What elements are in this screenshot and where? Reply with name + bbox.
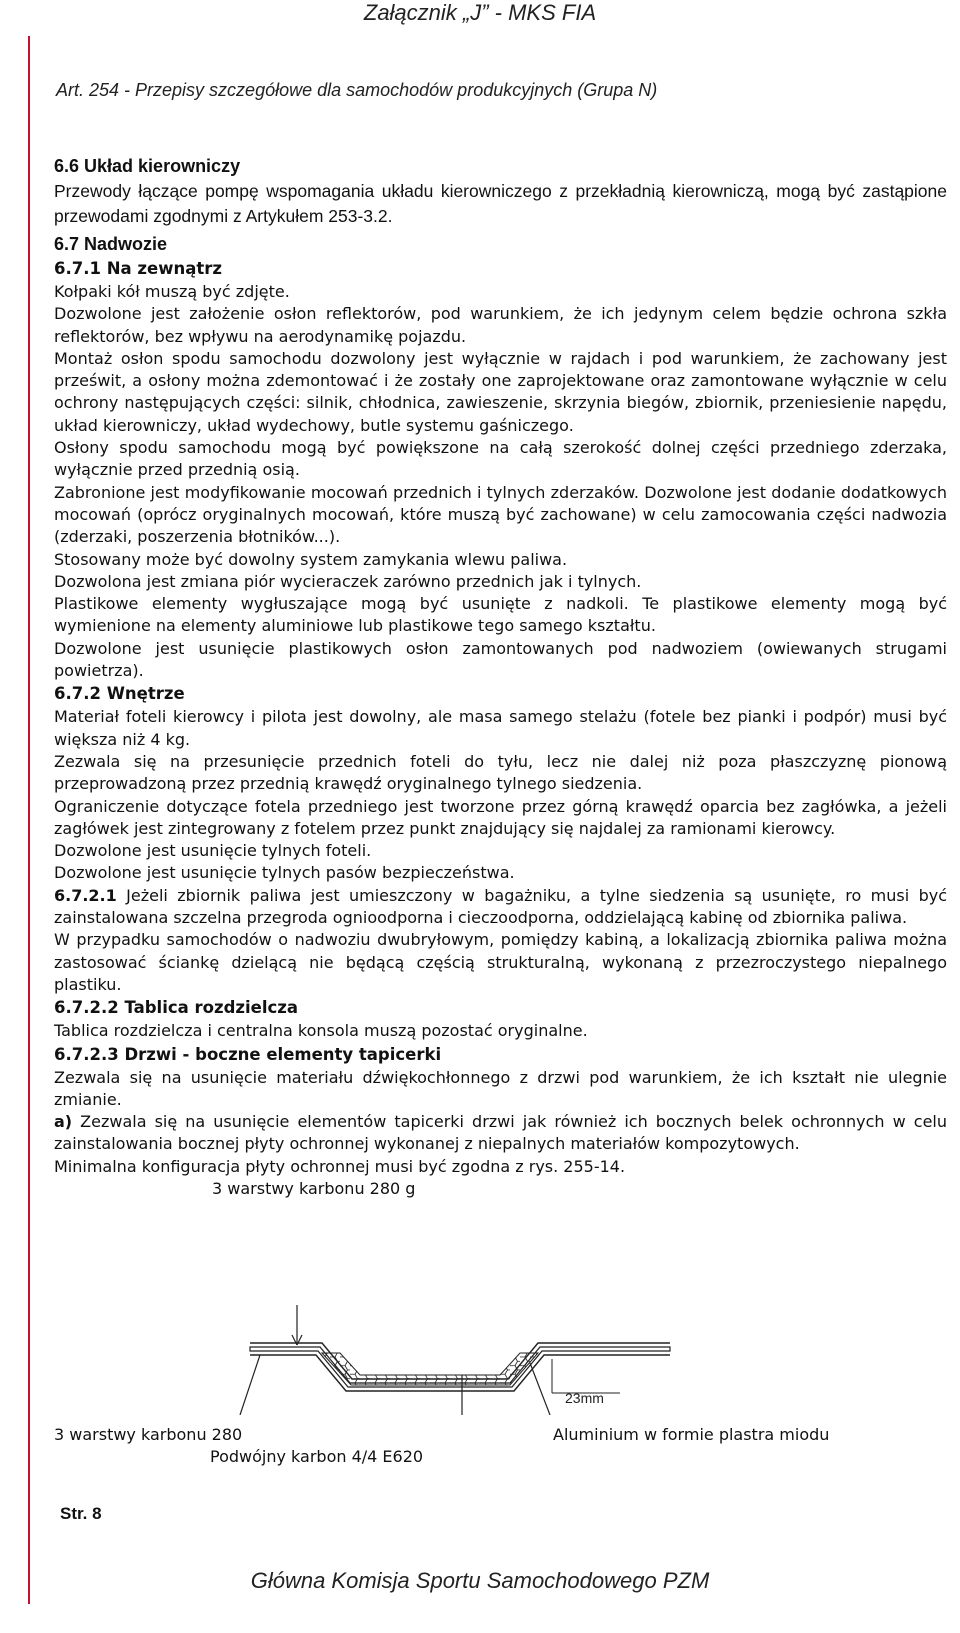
paragraph: Ograniczenie dotyczące fotela przedniego jest tworzone przez górną krawędź oparcia bez zagłówka, a jeżeli zagłówek jest zintegrowany z fotelem przez punkt znajdujący się najdalej za ramionami kierowcy. bbox=[54, 796, 947, 838]
paragraph: Dozwolone jest usunięcie tylnych pasów bezpieczeństwa. bbox=[54, 863, 515, 883]
section-6-7-2-heading: 6.7.2 Wnętrze bbox=[54, 684, 185, 704]
paragraph: Kołpaki kół muszą być zdjęte. bbox=[54, 282, 290, 301]
caption-right: Aluminium w formie plastra miodu bbox=[553, 1425, 830, 1444]
protection-panel-figure bbox=[200, 1305, 720, 1415]
dimension-label: 23mm bbox=[565, 1390, 604, 1406]
paragraph: Dozwolone jest założenie osłon reflektorów, pod warunkiem, że ich jedynym celem będzie ochrona szkła reflektorów, bez wpływu na aerodynamikę pojazdu. bbox=[54, 304, 947, 346]
list-label-a: a) bbox=[54, 1112, 73, 1132]
paragraph: Plastikowe elementy wygłuszające mogą być usunięte z nadkoli. Te plastikowe elementy mogą być wymienione na elementy aluminiowe lub plastikowe tego samego kształtu. bbox=[54, 594, 947, 636]
section-6-7-2-1 bbox=[54, 885, 947, 930]
footer: Główna Komisja Sportu Samochodowego PZM bbox=[250, 1568, 710, 1593]
figure-top-label: 3 warstwy karbonu 280 g bbox=[212, 1178, 416, 1198]
paragraph: Zezwala się na przesunięcie przednich foteli do tyłu, lecz nie dalej niż poza płaszczyznę pionową przeprowadzoną przez przednią krawędź oryginalnego tylnego siedzenia. bbox=[54, 751, 947, 794]
paragraph: Stosowany może być dowolny system zamykania wlewu paliwa. bbox=[54, 549, 568, 569]
caption-left: 3 warstwy karbonu 280 bbox=[54, 1425, 243, 1444]
paragraph: Zezwala się na usunięcie materiału dźwiękochłonnego z drzwi pod warunkiem, że ich kształt nie ulegnie zmianie. bbox=[54, 1067, 947, 1109]
margin-rule bbox=[28, 36, 30, 1604]
paragraph: Materiał foteli kierowcy i pilota jest dowolny, ale masa samego stelażu (fotele bez pianki i podpór) musi być większa niż 4 kg. bbox=[54, 707, 947, 749]
paragraph: Tablica rozdzielcza i centralna konsola muszą pozostać oryginalne. bbox=[54, 1021, 588, 1041]
section-6-7-2-2-heading: 6.7.2.2 Tablica rozdzielcza bbox=[54, 998, 299, 1018]
paragraph: Dozwolona jest zmiana piór wycieraczek zarówno przednich jak i tylnych. bbox=[54, 571, 642, 591]
paragraph: Montaż osłon spodu samochodu dozwolony jest wyłącznie w rajdach i pod warunkiem, że zachowany jest prześwit, a osłony można zdemontować i że zostały one zaprojektowane oraz zamontowane wyłącznie w celu ochrony następujących części: silnik, chłodnica, zawieszenie, skrzynia biegów, zbiornik, przeniesienie napędu, układ kierowniczy, układ wydechowy, butle systemu gaśniczego. bbox=[54, 348, 947, 435]
paragraph: W przypadku samochodów o nadwoziu dwubryłowym, pomiędzy kabiną, a lokalizacją zbiornika paliwa można zastosować ściankę dzielącą nie będącą częścią strukturalną, wykonaną z przezroczystego niepalnego plastiku. bbox=[54, 930, 947, 994]
page-number: Str. 8 bbox=[60, 1504, 102, 1523]
arrow-lines bbox=[240, 1305, 550, 1415]
header-title: Załącznik „J” - MKS FIA bbox=[363, 0, 597, 25]
section-6-6-heading: 6.6 Układ kierowniczy bbox=[54, 156, 241, 176]
paragraph-a-text: Zezwala się na usunięcie elementów tapicerki drzwi jak również ich bocznych belek ochronnych w celu zainstalowania bocznej płyty ochronnej wykonanej z niepalnych materiałów kompozytowych. bbox=[54, 1112, 947, 1154]
section-6-6-text: Przewody łączące pompę wspomagania układu kierowniczego z przekładnią kierowniczą, mogą być zastąpione przewodami zgodnymi z Artykułem 253-3.2. bbox=[54, 181, 947, 226]
paragraph: Dozwolone jest usunięcie plastikowych osłon zamontowanych pod nadwoziem (owiewanych strugami powietrza). bbox=[54, 638, 947, 681]
section-6-7-heading: 6.7 Nadwozie bbox=[54, 234, 168, 254]
paragraph: Zabronione jest modyfikowanie mocowań przednich i tylnych zderzaków. Dozwolone jest dodanie dodatkowych mocowań (oprócz oryginalnych mocowań, które muszą być zachowane) w celu zamocowania części nadwozia (zderzaki, poszerzenia błotników...). bbox=[54, 482, 947, 547]
document-body bbox=[54, 154, 947, 1200]
paragraph-a bbox=[54, 1111, 947, 1156]
paragraph: Minimalna konfiguracja płyty ochronnej musi być zgodna z rys. 255-14. bbox=[54, 1156, 626, 1176]
section-6-7-2-1-number: 6.7.2.1 bbox=[54, 885, 117, 905]
section-6-7-2-1-text: Jeżeli zbiornik paliwa jest umieszczony w bagażniku, a tylne siedzenia są usunięte, ro musi być zainstalowana szczelna przegroda ognioodporna i cieczoodporna, oddzielającą kabinę od zbiornika paliwa. bbox=[54, 885, 947, 928]
section-6-7-2-3-heading: 6.7.2.3 Drzwi - boczne elementy tapicerki bbox=[54, 1044, 442, 1064]
header-subtitle: Art. 254 - Przepisy szczegółowe dla samochodów produkcyjnych (Grupa N) bbox=[56, 80, 658, 100]
caption-center: Podwójny karbon 4/4 E620 bbox=[210, 1447, 424, 1466]
paragraph: Osłony spodu samochodu mogą być powiększone na całą szerokość dolnej części przedniego zderzaka, wyłącznie przed przednią osią. bbox=[54, 438, 947, 480]
section-6-7-1-heading: 6.7.1 Na zewnątrz bbox=[54, 259, 222, 278]
paragraph: Dozwolone jest usunięcie tylnych foteli. bbox=[54, 841, 372, 861]
